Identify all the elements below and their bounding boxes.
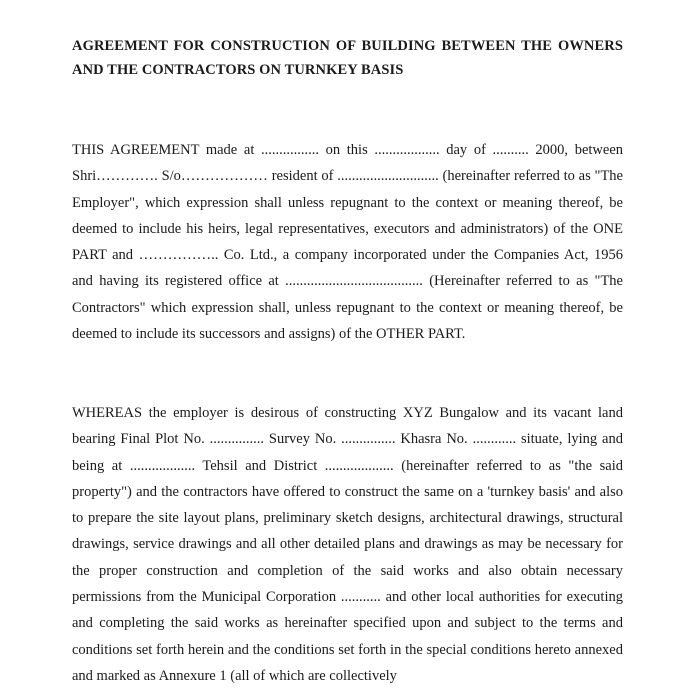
- document-title: AGREEMENT FOR CONSTRUCTION OF BUILDING BETWEEN THE OWNERS AND THE CONTRACTORS ON TURNKEY BASIS: [72, 38, 623, 78]
- whereas-recital-paragraph: WHEREAS the employer is desirous of constructing XYZ Bungalow and its vacant land bearing Final Plot No. ............... Survey No. ............... Khasra No. ............ situate, lying and being at .................. Tehsil and District ................... (hereinafter referred to as "the said property") and the contractors have offered to construct the same on a 'turnkey basis' and also to prepare the site layout plans, preliminary sketch designs, architectural drawings, structural drawings, service drawings and all other detailed plans and drawings as may be necessary for the proper construction and completion of the said works and also obtain necessary permissions from the Municipal Corporation ........... and other local authorities for executing and completing the said works as hereinafter specified upon and subject to the terms and conditions set forth herein and the conditions set forth in the special conditions hereto annexed and marked as Annexure 1 (all of which are collectively: [72, 405, 623, 684]
- agreement-preamble-paragraph: THIS AGREEMENT made at ................ on this .................. day of .......... 2000, between Shri…………. S/o……………… resident of ............................ (hereinafter referred to as "The Employer", which expression shall unless repugnant to the context or meaning thereof, be deemed to include his heirs, legal representatives, executors and administrators) of the ONE PART and …………….. Co. Ltd., a company incorporated under the Companies Act, 1956 and having its registered office at ...................................... (Hereinafter referred to as "The Contractors" which expression shall, unless repugnant to the context or meaning thereof, be deemed to include its successors and assigns) of the OTHER PART.: [72, 142, 623, 343]
